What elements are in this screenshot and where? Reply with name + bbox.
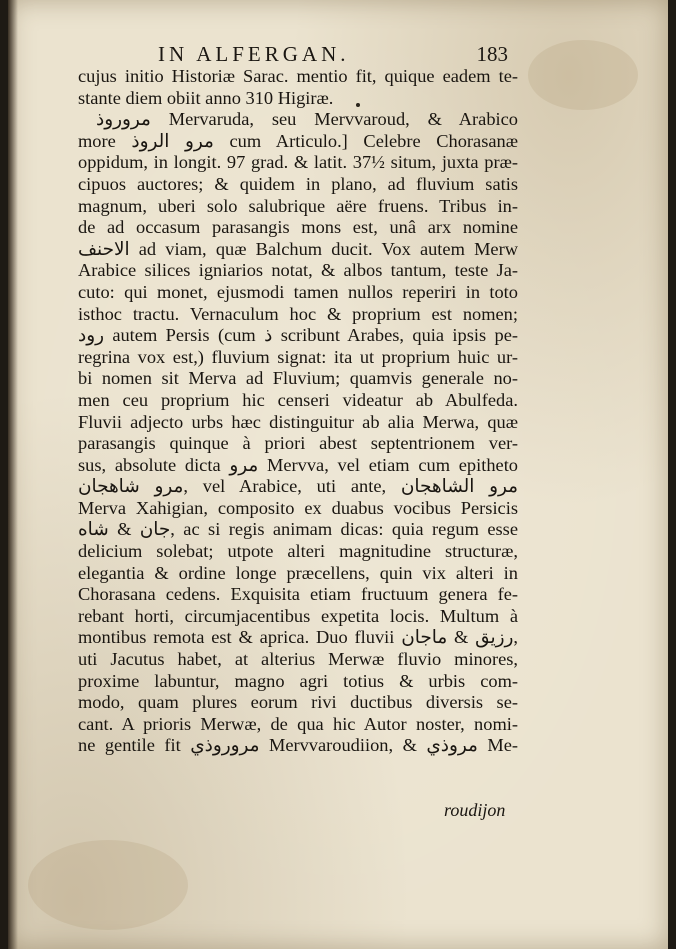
text-line: proxime labuntur, magno agri totius & urbis com- [78, 670, 518, 691]
page-number: 183 [476, 42, 508, 66]
text-line: مرو شاهجان, vel Arabice, uti ante, مرو الشاهجان [78, 476, 518, 497]
text-line: regrina vox est,) fluvium signat: ita ut proprium huic ur- [78, 346, 518, 367]
text-line: Merva Xahigian, composito ex duabus vocibus Persicis [78, 497, 518, 518]
book-page [8, 0, 668, 949]
text-line: delicium solebat; utpote alteri magnitudine structuræ, [78, 541, 518, 562]
text-line: Chorasana cedens. Exquisita etiam fructuum genera fe- [78, 584, 518, 605]
text-line: parasangis quinque à priori abest septentrionem ver- [78, 433, 518, 454]
text-line: cipuos auctores; & quidem in plano, ad fluvium satis [78, 173, 518, 194]
page-gutter-shadow [8, 0, 18, 949]
text-line: Arabice silices igniarios notat, & albos tantum, teste Ja- [78, 260, 518, 281]
text-line: Fluvii adjecto urbs hæc distinguitur ab alia Merwa, quæ [78, 411, 518, 432]
text-line: elegantia & ordine longe præcellens, quin vix alteri in [78, 562, 518, 583]
catchword: roudijon [444, 800, 506, 820]
text-line: ne gentile fit مروروذي Mervvaroudiion, & مروذي Me- [78, 735, 518, 756]
text-line: uti Jacutus habet, at alterius Merwæ fluvio minores, [78, 649, 518, 670]
paper-stain [528, 40, 638, 110]
running-title: IN ALFERGAN. [158, 42, 350, 66]
text-line: مروروذ Mervaruda, seu Mervvaroud, & Arabico [96, 109, 518, 130]
text-line: oppidum, in longit. 97 grad. & latit. 37½ situm, juxta præ- [78, 152, 518, 173]
text-line: montibus remota est & aprica. Duo fluvii رزيق & ماجان, [78, 627, 518, 648]
text-line: de ad occasum parasangis mons est, unâ arx nomine [78, 217, 518, 238]
text-line: isthoc tractu. Vernaculum hoc & proprium est nomen; [78, 303, 518, 324]
text-line: modo, quam plures eorum rivi ductibus diversis se- [78, 692, 518, 713]
text-line: cant. A prioris Merwæ, de qua hic Autor noster, nomi- [78, 713, 518, 734]
text-line: جان & شاه, ac si regis animam dicas: quia regum esse [78, 519, 518, 540]
text-line: الاحنف ad viam, quæ Balchum ducit. Vox autem Merw [78, 238, 518, 259]
text-line: magnum, uberi solo salubrique aëre fruens. Tribus in- [78, 195, 518, 216]
text-line: cujus initio Historiæ Sarac. mentio fit, quique eadem te- [78, 66, 518, 86]
text-line: sus, absolute dicta مرو Mervva, vel etiam cum epitheto [78, 454, 518, 475]
text-line: cuto: qui monet, ejusmodi tamen nullos reperiri in toto [78, 281, 518, 302]
text-line: rebant horti, circumjacentibus expetita locis. Multum à [78, 605, 518, 626]
paper-stain [28, 840, 188, 930]
body-text [78, 66, 518, 836]
text-line: stante diem obiit anno 310 Higiræ. [78, 87, 334, 108]
text-line: bi nomen sit Merva ad Fluvium; quamvis generale no- [78, 368, 518, 389]
text-line: رود autem Persis (cum ذ scribunt Arabes, quia ipsis pe- [78, 325, 518, 346]
text-line: more مرو الروذ cum Articulo.] Celebre Chorasanæ [78, 130, 518, 151]
text-line: men ceu proprium hic censeri videatur ab Abulfeda. [78, 389, 518, 410]
